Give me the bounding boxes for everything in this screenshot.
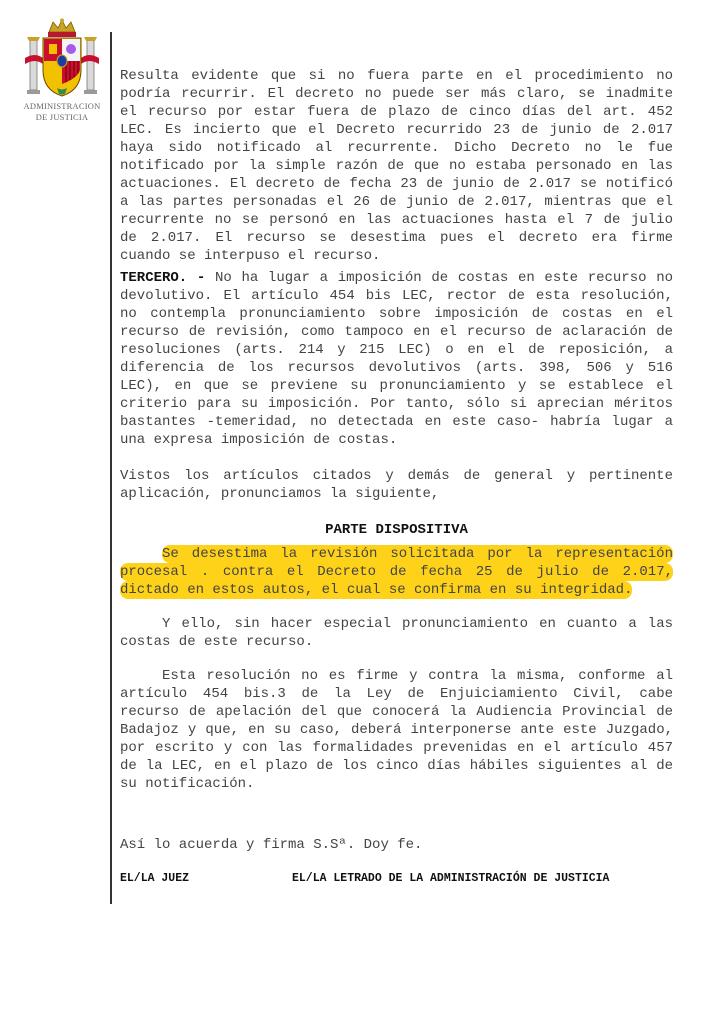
highlighted-ruling: Se desestima la revisión solicitada por la representación procesal . contra el Decreto de fecha 25 de julio de 2.017, dictado en estos autos, el cual se confirma en su integridad. [120,546,673,598]
margin-rule [110,32,112,904]
section-heading: PARTE DISPOSITIVA [325,522,468,538]
tercero-text: No ha lugar a imposición de costas en este recurso no devolutivo. El artículo 454 bis LEC, rector de esta resolución, no contempla pronunciamiento sobre imposición de costas en el recurso de revisión, como tampoco en el recurso de aclaración de resoluciones (arts. 214 y 215 LEC) o en el de reposición, a diferencia de los recursos devolutivos (arts. 398, 506 y 516 LEC), en que se previene su pronunciamiento y se establece el criterio para su imposición. Por tanto, sólo si aprecian méritos bastantes -temeridad, no detectada en este caso- habría lugar a una expresa imposición de costas. [120,270,673,448]
paragraph-tercero [120,269,673,449]
coat-of-arms-logo [20,18,104,122]
coat-of-arms-icon [25,18,99,100]
signature-clerk: EL/LA LETRADO DE LA ADMINISTRACIÓN DE JUSTICIA [292,872,610,885]
paragraph-costas: Y ello, sin hacer especial pronunciamiento en cuanto a las costas de este recurso. [120,616,673,650]
document-body [120,67,673,888]
paragraph-resulta: Resulta evidente que si no fuera parte en el procedimiento no podría recurrir. El decreto no puede ser más claro, se inadmite el recurso por estar fuera de plazo de cinco días del art. 452 LEC. Es incierto que el Decreto recurrido 23 de junio de 2.017 haya sido notificado al recurrente. Dicho Decreto no le fue notificado por la simple razón de que no estaba personado en las actuaciones. El decreto de fecha 23 de junio de 2.017 se notificó a las partes personadas el 26 de junio de 2.017, mientras que el recurrente no se personó en las actuaciones hasta el 7 de julio de 2.017. El recurso se desestima pues el decreto era firme cuando se interpuso el recurso. [120,68,673,264]
logo-caption-line1: ADMINISTRACION [23,101,101,111]
paragraph-acuerda: Así lo acuerda y firma S.Sª. Doy fe. [120,837,423,853]
signature-line [120,870,673,888]
paragraph-vistos: Vistos los artículos citados y demás de general y pertinente aplicación, pronunciamos la siguiente, [120,468,673,502]
tercero-label: TERCERO. - [120,270,206,286]
logo-caption-line2: DE JUSTICIA [35,112,89,122]
paragraph-recurso: Esta resolución no es firme y contra la misma, conforme al artículo 454 bis.3 de la Ley de Enjuiciamiento Civil, cabe recurso de apelación del que conocerá la Audiencia Provincial de Badajoz y que, en su caso, deberá interponerse ante este Juzgado, por escrito y con las formalidades prevenidas en el artículo 457 de la LEC, en el plazo de los cinco días hábiles siguientes al de su notificación. [120,668,673,792]
paragraph-desestima [120,545,673,599]
signature-judge: EL/LA JUEZ [120,872,190,885]
